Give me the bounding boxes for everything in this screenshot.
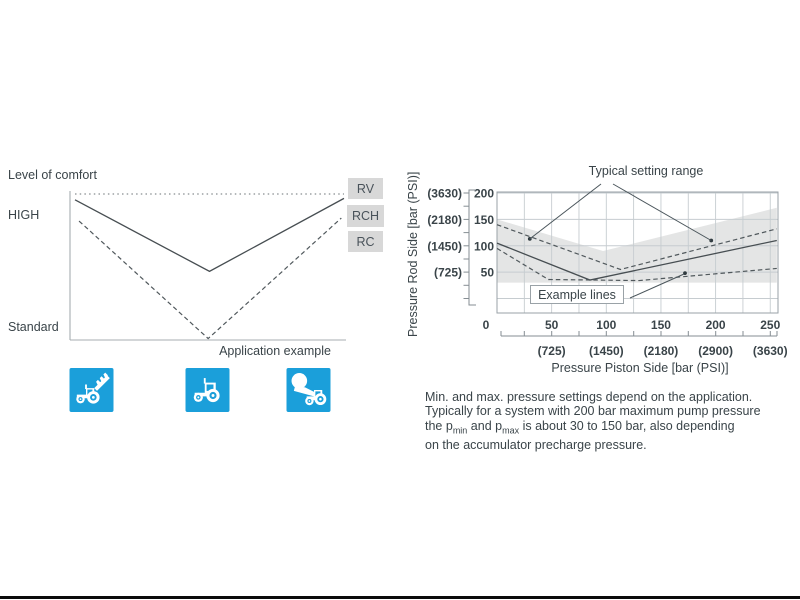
page-bottom-rule	[0, 596, 800, 599]
tractor-glyph	[184, 368, 231, 412]
legend-label-rv: RV	[356, 181, 375, 196]
comfort-level-high-label: HIGH	[8, 208, 40, 222]
legend-item-rch	[347, 205, 384, 227]
typical-setting-range-label: Typical setting range	[588, 164, 704, 178]
x-tick-psi-label: (3630)	[752, 344, 788, 358]
x-tick-psi-label: (2180)	[643, 344, 679, 358]
x-tick-psi-label: (2900)	[698, 344, 733, 358]
caption-line-2: Typically for a system with 200 bar maximum pump pressure	[425, 404, 761, 419]
x-tick-psi-label: (725)	[537, 344, 566, 358]
comfort-line-rch	[75, 198, 344, 271]
legend-item-rc	[348, 231, 383, 252]
legend-label-rc: RC	[356, 234, 375, 249]
x-tick-psi-label: (1450)	[588, 344, 624, 358]
x-tick-bar-label: 250	[760, 318, 781, 332]
x-tick-bar-label: 200	[705, 318, 726, 332]
legend-label-rch: RCH	[351, 209, 380, 223]
tractor-with-bale-loader-glyph	[285, 368, 332, 412]
legend-item-rv	[348, 178, 383, 199]
x-tick-bar-label: 100	[596, 318, 617, 332]
y-tick-psi-label: (3630)	[427, 186, 462, 201]
example-lines-callout	[530, 285, 624, 304]
tractor-with-cultivator-glyph	[68, 368, 115, 412]
y-tick-bar-label: 100	[473, 239, 494, 254]
comfort-series-group	[75, 194, 344, 339]
tractor-icon	[184, 368, 231, 412]
caption-line-4: on the accumulator precharge pressure.	[425, 437, 647, 452]
example-lines-label: Example lines	[538, 287, 616, 302]
pressure-chart-ylabel: Pressure Rod Side [bar (PSI)]	[406, 171, 420, 337]
tractor-with-bale-loader-icon	[285, 368, 332, 412]
caption-line-3: the $p_{min}$ and $p_{max}$ is about 30 to 150 bar, also depending	[425, 418, 735, 436]
comfort-chart-xlabel: Application example	[219, 344, 331, 358]
marker-dot	[709, 239, 713, 243]
caption-line-1: Min. and max. pressure settings depend on the application.	[425, 390, 753, 404]
comfort-line-rc	[79, 218, 341, 338]
tractor-with-cultivator-icon	[68, 368, 115, 412]
y-tick-bar-label: 200	[473, 186, 494, 201]
y-tick-psi-label: (1450)	[427, 239, 462, 254]
x-tick-bar-label: 50	[544, 318, 559, 332]
pressure-chart-svg	[400, 160, 800, 385]
x-tick-bar-label: 150	[650, 318, 671, 332]
pressure-chart-xlabel: Pressure Piston Side [bar (PSI)]	[551, 361, 729, 375]
y-tick-bar-label: 50	[480, 265, 494, 280]
caption-paragraph	[425, 390, 797, 452]
comfort-chart-title: Level of comfort	[8, 168, 97, 182]
y-tick-bar-label: 150	[473, 212, 494, 227]
comfort-level-standard-label: Standard	[8, 320, 59, 334]
x-tick-bar-label: 0	[482, 318, 490, 332]
y-tick-psi-label: (725)	[433, 265, 462, 280]
comfort-chart-svg	[0, 160, 400, 360]
y-tick-psi-label: (2180)	[427, 212, 462, 227]
x-psi-bracket	[501, 331, 777, 336]
